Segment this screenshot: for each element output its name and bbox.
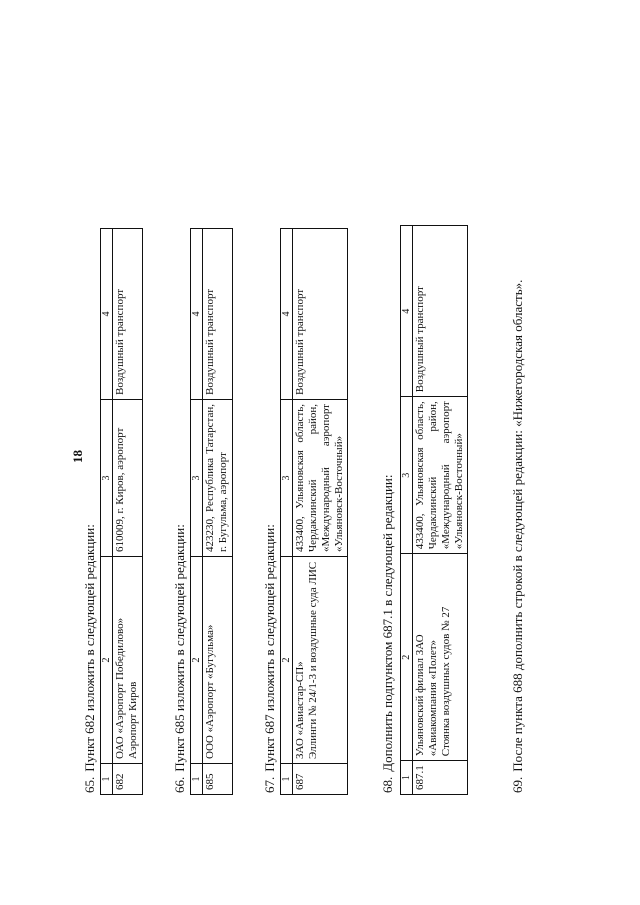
paragraph-number: 65. (82, 776, 97, 793)
table-item-687 (280, 228, 348, 795)
header-cell: 1 (101, 764, 113, 795)
paragraph-text: Пункт 687 изложить в следующей редакции: (262, 524, 277, 772)
header-cell: 1 (191, 764, 203, 795)
table-item-687-1 (400, 225, 468, 795)
table-header-row (401, 226, 413, 795)
address-cell: 423230, Республика Татарстан, г. Бугульма, аэропорт (203, 400, 233, 557)
organization-cell: ЗАО «Авиастар-СП» Эллинги № 24/1-3 и воздушные суда ЛИС (293, 557, 348, 764)
header-cell: 3 (401, 397, 413, 554)
paragraph-text: Пункт 685 изложить в следующей редакции: (172, 524, 187, 772)
header-cell: 4 (401, 226, 413, 397)
item-number: 682 (113, 764, 143, 795)
item-number: 685 (203, 764, 233, 795)
address-cell: 610009, г. Киров, аэропорт (113, 400, 143, 557)
paragraph-67 (262, 524, 278, 793)
header-cell: 1 (281, 764, 293, 795)
table-row (203, 229, 233, 795)
paragraph-number: 66. (172, 776, 187, 793)
paragraph-number: 69. (510, 776, 525, 793)
header-cell: 4 (101, 229, 113, 400)
table-header-row (101, 229, 113, 795)
paragraph-65 (82, 524, 98, 793)
header-cell: 4 (281, 229, 293, 400)
header-cell: 1 (401, 761, 413, 795)
category-cell: Воздушный транспорт (113, 229, 143, 400)
category-cell: Воздушный транспорт (413, 226, 468, 397)
paragraph-68 (380, 475, 396, 794)
category-cell: Воздушный транспорт (293, 229, 348, 400)
header-cell: 2 (401, 554, 413, 761)
table-row (113, 229, 143, 795)
table-header-row (281, 229, 293, 795)
item-number: 687 (293, 764, 348, 795)
table-row (413, 226, 468, 795)
organization-cell: Ульяновский филиал ЗАО «Авиакомпания «Полет» Стоянка воздушных судов № 27 (413, 554, 468, 761)
organization-cell: ОАО «Аэропорт Победилово» Аэропорт Киров (113, 557, 143, 764)
paragraph-text: Дополнить подпунктом 687.1 в следующей редакции: (380, 474, 395, 772)
header-cell: 2 (281, 557, 293, 764)
paragraph-number: 68. (380, 776, 395, 793)
paragraph-text: После пункта 688 дополнить строкой в следующей редакции: «Нижегородская область». (510, 279, 525, 772)
organization-cell: ООО «Аэропорт «Бугульма» (203, 557, 233, 764)
header-cell: 3 (191, 400, 203, 557)
paragraph-number: 67. (262, 776, 277, 793)
page-number: 18 (70, 450, 85, 463)
address-cell: 433400, Ульяновская область, Чердаклинский район, «Международный аэропорт «Ульяновск-Восточный» (293, 400, 348, 557)
paragraph-text: Пункт 682 изложить в следующей редакции: (82, 524, 97, 772)
table-item-682 (100, 228, 143, 795)
header-cell: 2 (101, 557, 113, 764)
table-item-685 (190, 228, 233, 795)
header-cell: 2 (191, 557, 203, 764)
header-cell: 3 (101, 400, 113, 557)
header-cell: 4 (191, 229, 203, 400)
header-cell: 3 (281, 400, 293, 557)
table-header-row (191, 229, 203, 795)
paragraph-66 (172, 524, 188, 793)
address-cell: 433400, Ульяновская область, Чердаклинский район, «Международный аэропорт «Ульяновск-Восточный» (413, 397, 468, 554)
paragraph-69 (510, 280, 526, 793)
category-cell: Воздушный транспорт (203, 229, 233, 400)
table-row (293, 229, 348, 795)
item-number: 687.1 (413, 761, 468, 795)
